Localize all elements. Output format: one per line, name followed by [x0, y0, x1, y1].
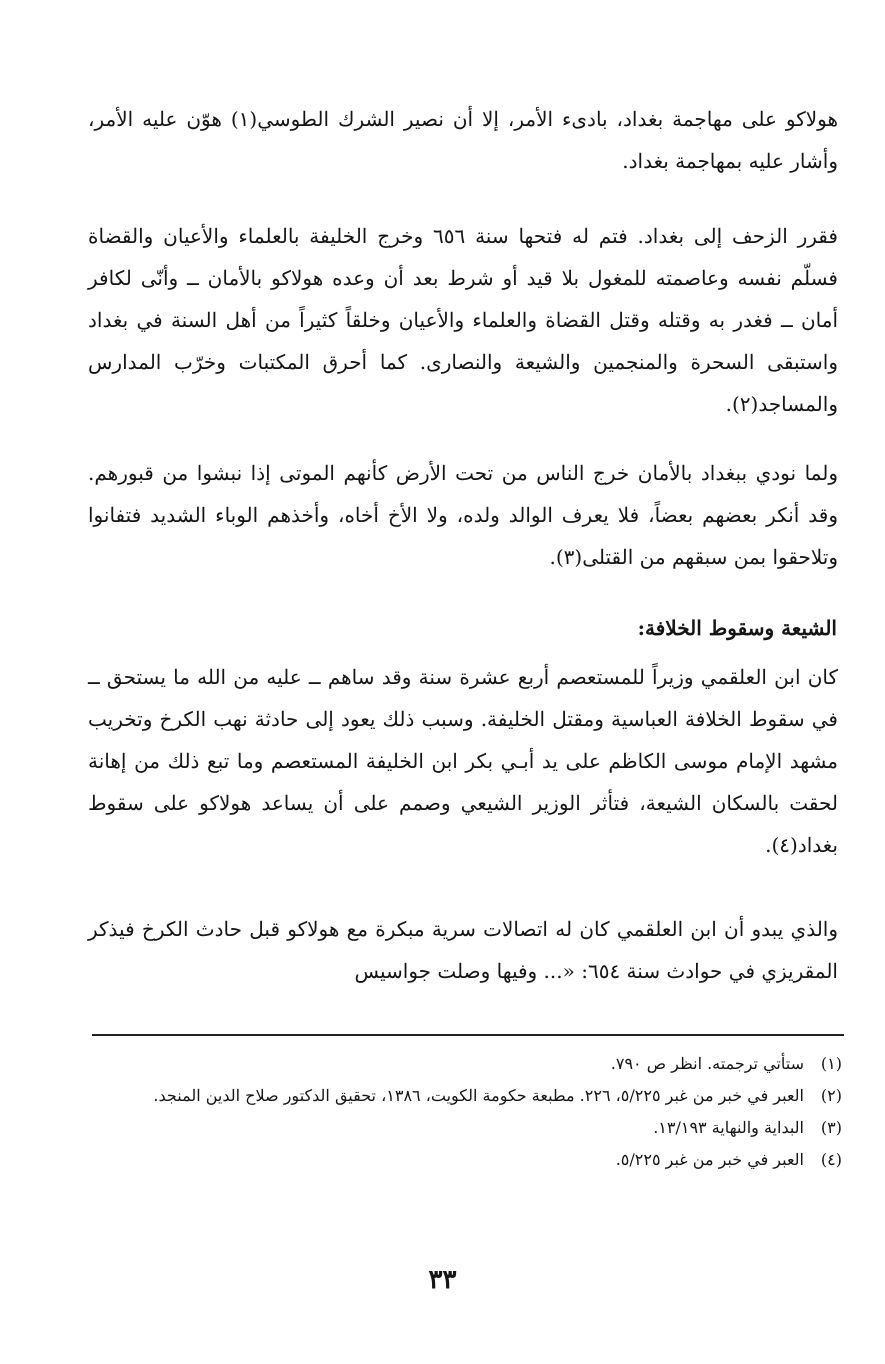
footnote-2 — [90, 1080, 842, 1112]
footnote-text: البداية والنهاية ١٣/١٩٣. — [653, 1118, 804, 1137]
paragraph-3: ولما نودي ببغداد بالأمان خرج الناس من تحت الأرض كأنهم الموتى إذا نبشوا من قبورهم. وقد أنكر بعضهم بعضاً، فلا يعرف الوالد ولده، ولا الأخ أخاه، وأخذهم الوباء الشديد فتفانوا وتلاحقوا بمن سبقهم من القتلى(٣). — [88, 461, 838, 569]
footnote-number: (٤) — [820, 1150, 842, 1169]
paragraph-4: كان ابن العلقمي وزيراً للمستعصم أربع عشرة سنة وقد ساهم ــ عليه من الله ما يستحق ــ في سقوط الخلافة العباسية ومقتل الخليفة. وسبب ذلك يعود إلى حادثة نهب الكرخ وتخريب مشهد الإمام موسى الكاظم على يد أبـي بكر ابن الخليفة المستعصم وما تبع ذلك من إهانة لحقت بالسكان الشيعة، فتأثر الوزير الشيعي وصمم على أن يساعد هولاكو على سقوط بغداد(٤). — [88, 665, 838, 857]
page-number: ٣٣ — [428, 1265, 457, 1295]
footnote-number: (١) — [820, 1054, 842, 1073]
paragraph-5: والذي يبدو أن ابن العلقمي كان له اتصالات سرية مبكرة مع هولاكو قبل حادث الكرخ فيذكر المقريزي في حوادث سنة ٦٥٤: «... وفيها وصلت جواسيس — [88, 917, 838, 983]
footnote-text: ستأتي ترجمته. انظر ص ٧٩٠. — [610, 1054, 804, 1073]
footnote-1 — [90, 1048, 842, 1080]
section-heading: الشيعة وسقوط الخلافة: — [637, 616, 837, 640]
footnote-text: العبر في خبر من غبر ٥/٢٢٥، ٢٢٦. مطبعة حكومة الكويت، ١٣٨٦، تحقيق الدكتور صلاح الدين المنجد. — [153, 1086, 804, 1105]
footnote-number: (٢) — [820, 1086, 842, 1105]
footnote-3 — [90, 1112, 842, 1144]
footnote-divider — [92, 1034, 844, 1036]
footnotes-list — [90, 1048, 842, 1176]
paragraph-1: هولاكو على مهاجمة بغداد، بادىء الأمر، إلا أن نصير الشرك الطوسي(١) هوّن عليه الأمر، وأشار عليه بمهاجمة بغداد. — [88, 107, 839, 173]
footnote-text: العبر في خبر من غبر ٥/٢٢٥. — [615, 1150, 804, 1169]
paragraph-2: فقرر الزحف إلى بغداد. فتم له فتحها سنة ٦٥٦ وخرج الخليفة بالعلماء والأعيان والقضاة فسلّم نفسه وعاصمته للمغول بلا قيد أو شرط بعد أن وعده هولاكو بالأمان ــ وأنّى لكافر أمان ــ فغدر به وقتله وقتل القضاة والعلماء والأعيان وخلقاً كثيراً من أهل السنة في بغداد واستبقى السحرة والمنجمين والشيعة والنصارى. كما أحرق المكتبات وخرّب المدارس والمساجد(٢). — [88, 224, 839, 416]
footnote-4 — [90, 1144, 842, 1176]
footnote-number: (٣) — [820, 1118, 842, 1137]
